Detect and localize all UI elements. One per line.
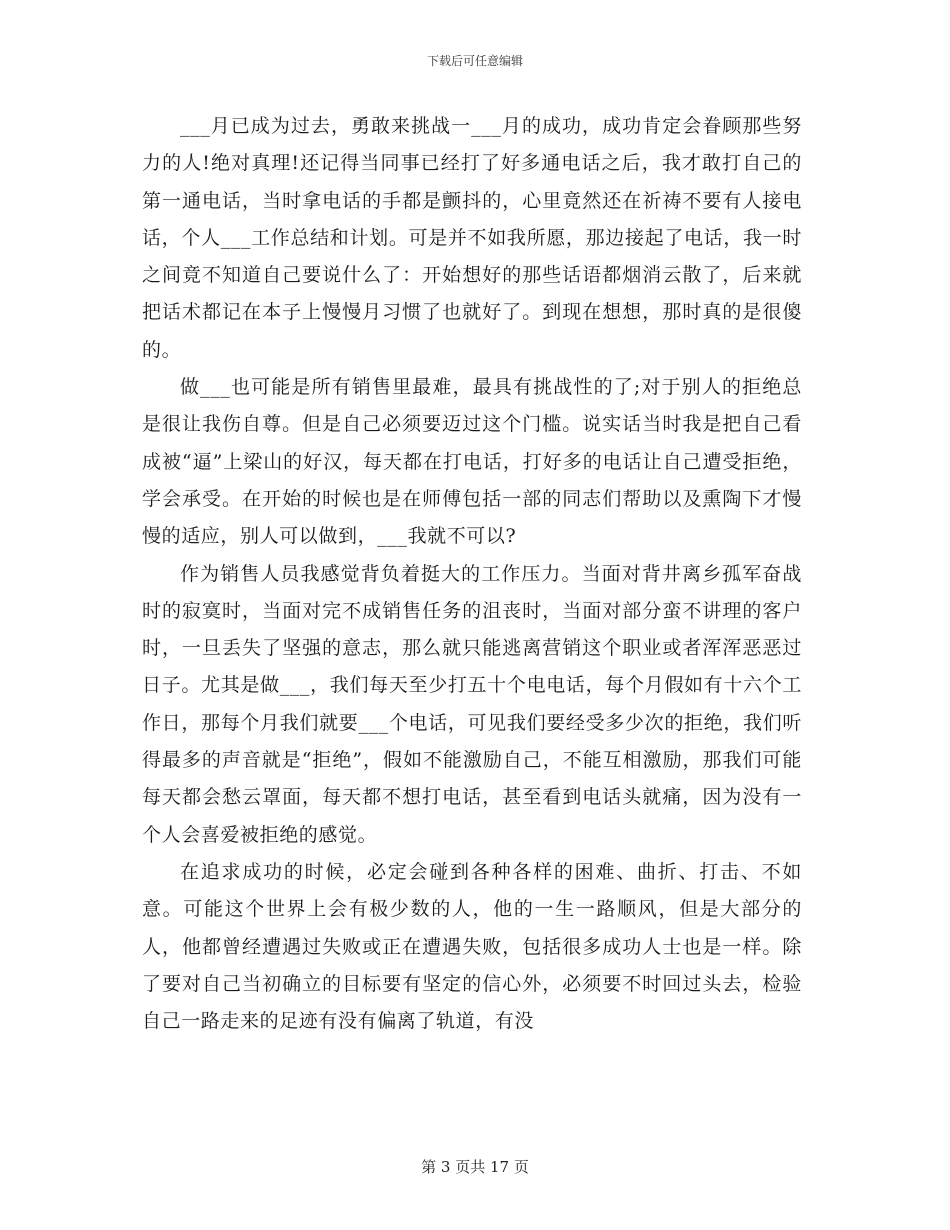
paragraph-3: 作为销售人员我感觉背负着挺大的工作压力。当面对背井离乡孤军奋战时的寂寞时，当面对完不成销售任务的沮丧时，当面对部分蛮不讲理的客户时，一旦丢失了坚强的意志，那么就只能逃离营销这个职业或者浑浑恶恶过日子。尤其是做___，我们每天至少打五十个电电话，每个月假如有十六个工作日，那每个月我们就要___个电话，可见我们要经受多少次的拒绝，我们听得最多的声音就是“拒绝”，假如不能激励自己，不能互相激励，那我们可能每天都会愁云罩面，每天都不想打电话，甚至看到电话头就痛，因为没有一个人会喜爱被拒绝的感觉。 <box>142 562 802 846</box>
page-number: 第 3 页共 17 页 <box>421 1158 529 1176</box>
paragraph-2: 做___也可能是所有销售里最难，最具有挑战性的了;对于别人的拒绝总是很让我伤自尊。但是自己必须要迈过这个门槛。说实话当时我是把自己看成被“逼”上梁山的好汉，每天都在打电话，打好多的电话让自己遭受拒绝，学会承受。在开始的时候也是在师傅包括一部的同志们帮助以及熏陶下才慢慢的适应，别人可以做到，___我就不可以? <box>142 376 802 548</box>
paragraph-4: 在追求成功的时候，必定会碰到各种各样的困难、曲折、打击、不如意。可能这个世界上会有极少数的人，他的一生一路顺风，但是大部分的人，他都曾经遭遇过失败或正在遭遇失败，包括很多成功人士也是一样。除了要对自己当初确立的目标要有坚定的信心外，必须要不时回过头去，检验自己一路走来的足迹有没有偏离了轨道，有没 <box>142 860 802 1033</box>
paragraph-1: ___月已成为过去，勇敢来挑战一___月的成功，成功肯定会眷顾那些努力的人!绝对真理!还记得当同事已经打了好多通电话之后，我才敢打自己的第一通电话，当时拿电话的手都是颤抖的，心里竟然还在祈祷不要有人接电话，个人___工作总结和计划。可是并不如我所愿，那边接起了电话，我一时之间竟不知道自己要说什么了：开始想好的那些话语都烟消云散了，后来就把话术都记在本子上慢慢月习惯了也就好了。到现在想想，那时真的是很傻的。 <box>142 115 802 361</box>
page-header: 下载后可任意编辑 <box>426 54 523 68</box>
document-body <box>142 108 802 1040</box>
